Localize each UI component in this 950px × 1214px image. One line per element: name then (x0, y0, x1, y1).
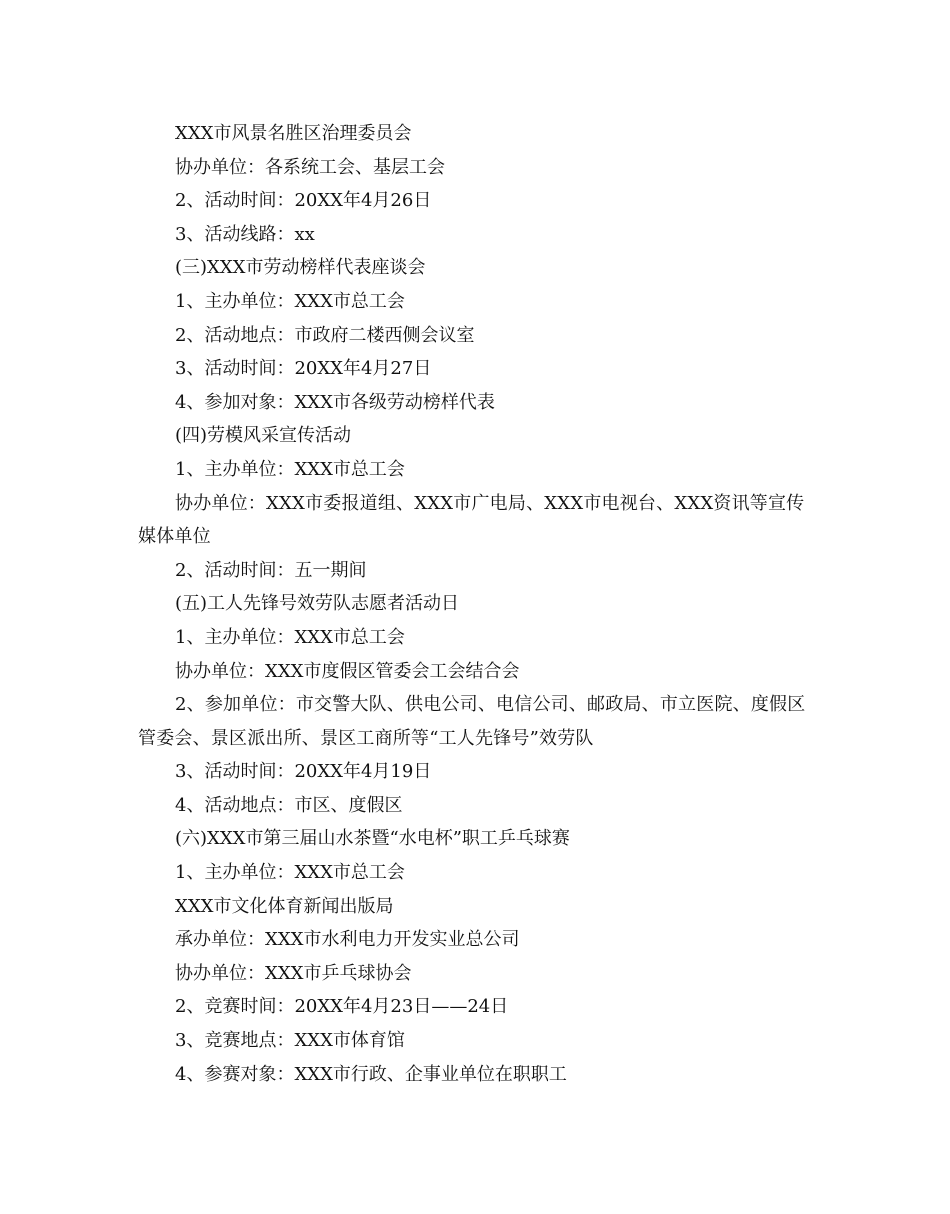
paragraph-host: 1、主办单位：XXX市总工会 (175, 290, 405, 312)
paragraph-activity-route: 3、活动线路：xx (175, 223, 315, 245)
paragraph-competition-venue: 3、竞赛地点：XXX市体育馆 (175, 1030, 405, 1052)
paragraph-venue: 4、活动地点：市区、度假区 (175, 794, 403, 816)
paragraph-participants: 4、参加对象：XXX市各级劳动榜样代表 (175, 391, 495, 413)
paragraph-co-host: XXX市文化体育新闻出版局 (175, 895, 394, 917)
paragraph-activity-time: 2、活动时间：20XX年4月26日 (175, 190, 432, 212)
paragraph-venue: 2、活动地点：市政府二楼西侧会议室 (175, 324, 475, 346)
paragraph-time: 2、活动时间：五一期间 (175, 559, 367, 581)
paragraph-time: 3、活动时间：20XX年4月19日 (175, 761, 432, 783)
paragraph-co-organizer: 协办单位：各系统工会、基层工会 (175, 156, 445, 178)
paragraph-participating-units: 2、参加单位：市交警大队、供电公司、电信公司、邮政局、市立医院、度假区管委会、景区派出所、景区工商所等“工人先锋号”效劳队 (138, 694, 806, 749)
paragraph-co-organizer: 协办单位：XXX市乒乓球协会 (175, 962, 412, 984)
paragraph-co-organizer-media: 协办单位：XXX市委报道组、XXX市广电局、XXX市电视台、XXX资讯等宣传媒体单位 (138, 492, 805, 548)
paragraph-host: 1、主办单位：XXX市总工会 (175, 626, 405, 648)
section-heading-3: (三)XXX市劳动榜样代表座谈会 (175, 257, 426, 279)
section-heading-6: (六)XXX市第三届山水茶暨“水电杯”职工乒乓球赛 (175, 828, 570, 850)
document-body (138, 117, 818, 1091)
section-heading-5: (五)工人先锋号效劳队志愿者活动日 (175, 593, 460, 615)
paragraph-co-organizer: 协办单位：XXX市度假区管委会工会结合会 (175, 660, 520, 682)
paragraph-host: 1、主办单位：XXX市总工会 (175, 458, 405, 480)
paragraph-competitors: 4、参赛对象：XXX市行政、企事业单位在职职工 (175, 1063, 567, 1085)
section-heading-4: (四)劳模风采宣传活动 (175, 425, 352, 447)
paragraph-host: 1、主办单位：XXX市总工会 (175, 862, 405, 884)
paragraph-undertaker: 承办单位：XXX市水利电力开发实业总公司 (175, 929, 520, 951)
paragraph-organizer: XXX市风景名胜区治理委员会 (175, 123, 412, 144)
paragraph-time: 3、活动时间：20XX年4月27日 (175, 358, 432, 380)
paragraph-competition-time: 2、竞赛时间：20XX年4月23日——24日 (175, 996, 509, 1018)
